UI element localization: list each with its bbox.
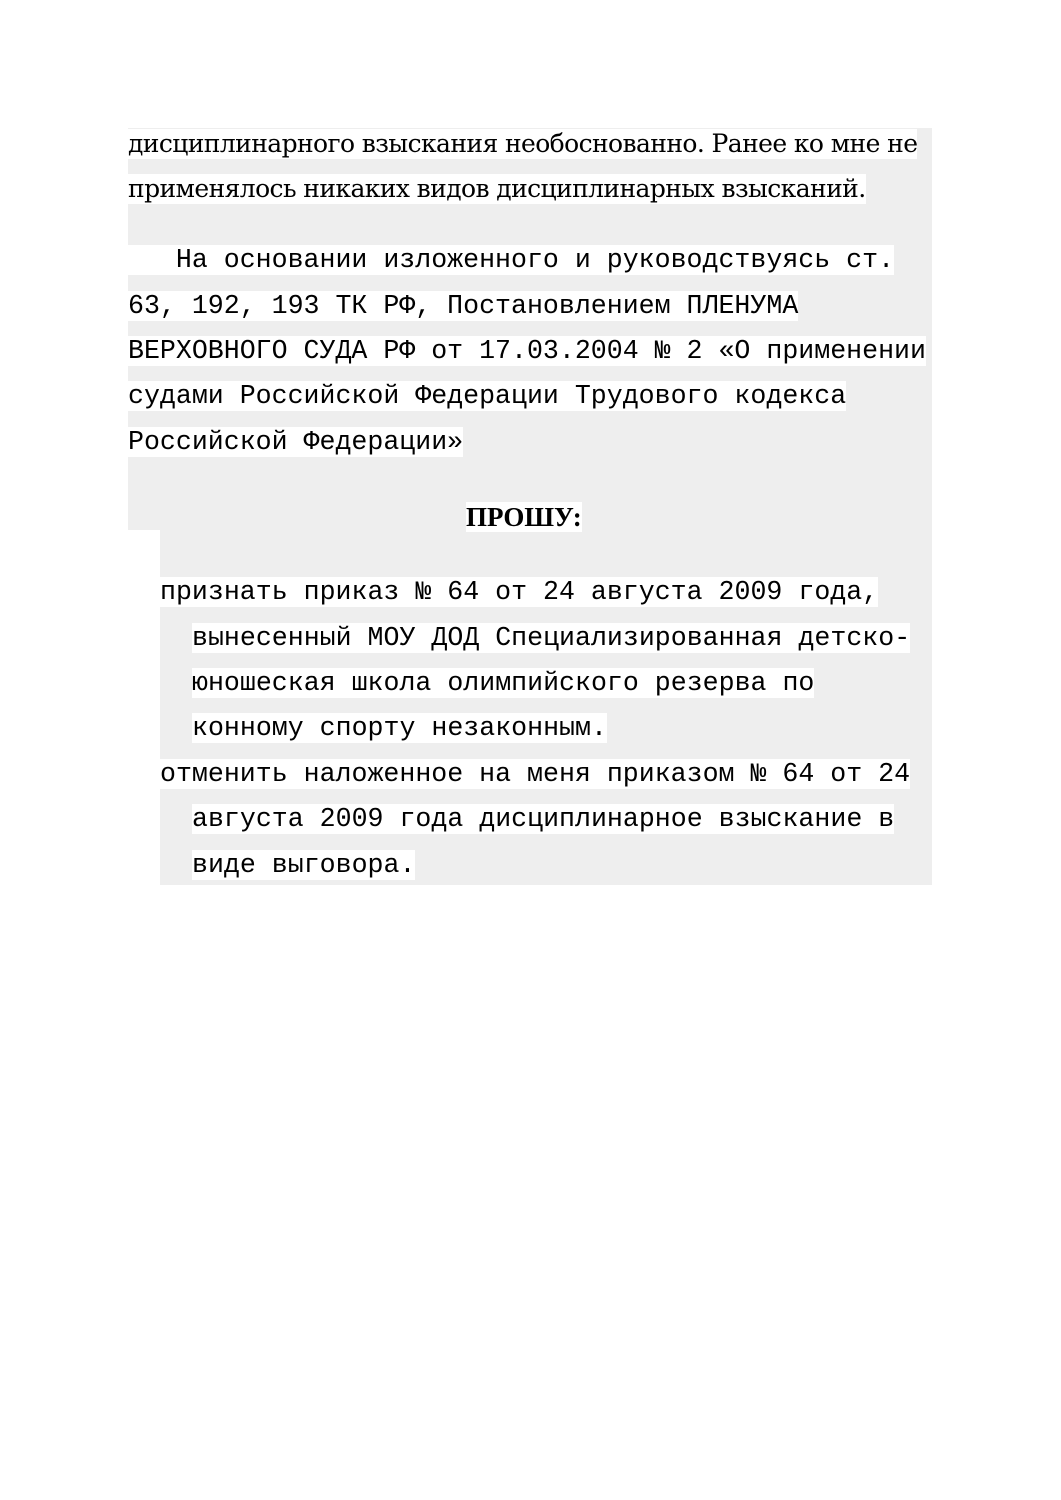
request-1-line-1: признать приказ № 64 от 24 августа 2009 года, <box>160 577 879 607</box>
request-2-line-3: виде выговора. <box>192 850 416 880</box>
request-2-line-1: отменить наложенное на меня приказом № 64 от 24 <box>160 759 911 789</box>
request-2-line-2: августа 2009 года дисциплинарное взыскание в <box>192 804 895 834</box>
request-heading: ПРОШУ: <box>466 502 582 532</box>
intro-line-2: применялось никаких видов дисциплинарных взысканий. <box>128 174 866 203</box>
basis-line-5: Российской Федерации» <box>128 427 464 457</box>
intro-line-1: дисциплинарного взыскания необоснованно. Ранее ко мне не <box>128 129 918 158</box>
basis-line-1: На основании изложенного и руководствуясь ст. <box>128 245 895 275</box>
basis-line-4: судами Российской Федерации Трудового кодекса <box>128 381 847 411</box>
request-1-line-4: конному спорту незаконным. <box>192 713 607 743</box>
request-1-line-2: вынесенный МОУ ДОД Специализированная детско- <box>192 623 911 653</box>
basis-line-3: ВЕРХОВНОГО СУДА РФ от 17.03.2004 № 2 «О применении <box>128 336 926 366</box>
request-1-line-3: юношеская школа олимпийского резерва по <box>192 668 815 698</box>
basis-line-2: 63, 192, 193 ТК РФ, Постановлением ПЛЕНУМА <box>128 291 799 321</box>
